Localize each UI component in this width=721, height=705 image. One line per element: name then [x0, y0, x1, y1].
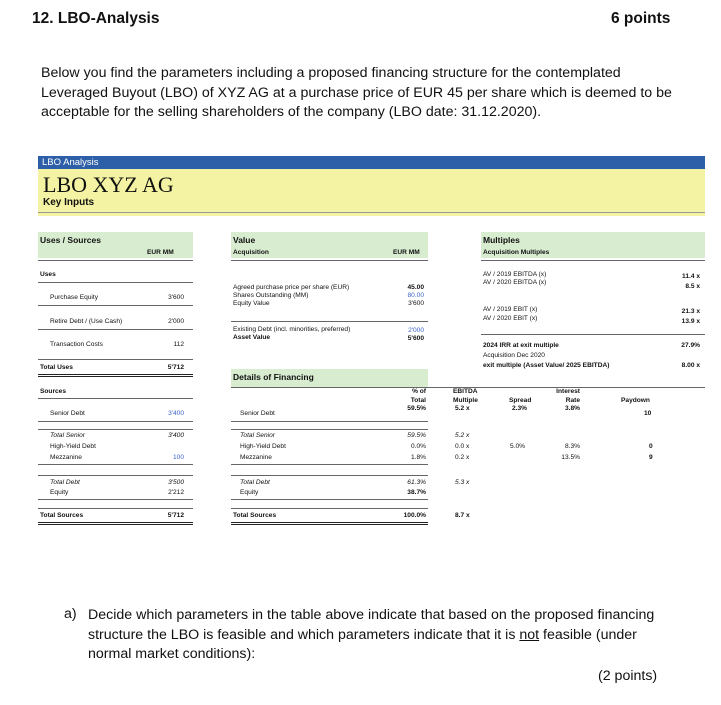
multiple-label-0: AV / 2019 EBITDA (x)	[483, 271, 547, 278]
col-pct-line2: Total	[410, 397, 426, 404]
key-inputs-label: Key Inputs	[43, 197, 95, 208]
exit-multiple-value: 8.00 x	[681, 362, 700, 369]
senior-pct: 59.5%	[407, 405, 426, 412]
acquisition-date: Acquisition Dec 2020	[483, 352, 545, 359]
divider	[38, 524, 193, 525]
total-uses-value: 5'712	[167, 364, 184, 371]
exercise-title: 12. LBO-Analysis	[32, 10, 160, 27]
equity-label: Equity	[50, 489, 69, 496]
retire-debt-value: 2'000	[168, 318, 184, 325]
fin-equity-pct: 38.7%	[407, 489, 426, 496]
senior-debt-value: 3'400	[168, 410, 184, 417]
col-spread: Spread	[509, 397, 532, 404]
divider	[38, 212, 705, 213]
financing-header: Details of Financing	[233, 372, 314, 382]
uses-sources-header: Uses / Sources	[40, 235, 101, 245]
retire-debt-label: Retire Debt / (Use Cash)	[50, 318, 123, 325]
value-header: Value	[233, 235, 256, 245]
divider	[38, 464, 193, 465]
total-uses-label: Total Uses	[40, 364, 73, 371]
total-senior-value: 3'400	[168, 432, 184, 439]
multiples-subheader: Acquisition Multiples	[483, 249, 550, 256]
fin-total-debt-mult: 5.3 x	[455, 479, 470, 486]
multiple-value-1: 8.5 x	[685, 283, 700, 290]
divider	[231, 321, 428, 322]
divider	[38, 305, 193, 306]
divider	[38, 282, 193, 283]
lbo-analysis-bar: LBO Analysis	[38, 156, 705, 169]
asset-value-label: Asset Value	[233, 334, 271, 341]
divider	[231, 429, 428, 430]
senior-paydown: 10	[644, 410, 652, 417]
value-subheader: Acquisition	[233, 249, 269, 256]
col-ebitda-line2: Multiple	[453, 397, 478, 404]
shares-outstanding-label: Shares Outstanding (MM)	[233, 292, 309, 299]
multiple-label-1: AV / 2020 EBITDA (x)	[483, 279, 547, 286]
total-debt-label: Total Debt	[50, 479, 80, 486]
question-text	[88, 606, 668, 665]
divider	[231, 508, 428, 509]
divider	[38, 398, 193, 399]
mezzanine-label: Mezzanine	[50, 454, 82, 461]
price-per-share-label: Agreed purchase price per share (EUR)	[233, 284, 350, 291]
equity-value-value: 3'600	[408, 300, 424, 307]
divider	[231, 522, 428, 523]
col-rate-line1: Interest	[556, 388, 580, 395]
existing-debt-label: Existing Debt (incl. minorities, preferred)	[233, 326, 351, 333]
equity-value: 2'212	[168, 489, 184, 496]
multiple-value-3: 13.9 x	[681, 318, 700, 325]
divider	[38, 376, 193, 377]
transaction-costs-value: 112	[173, 341, 184, 348]
shares-outstanding-value: 80.00	[407, 292, 424, 299]
total-senior-label: Total Senior	[50, 432, 85, 439]
fin-senior-label: Senior Debt	[240, 410, 275, 417]
multiple-value-2: 21.3 x	[681, 308, 700, 315]
divider	[38, 329, 193, 330]
fin-mezzanine-label: Mezzanine	[240, 454, 272, 461]
divider	[481, 334, 705, 335]
divider	[231, 464, 428, 465]
high-yield-label: High-Yield Debt	[50, 443, 96, 450]
divider	[38, 260, 193, 261]
asset-value-value: 5'600	[407, 335, 424, 342]
divider	[231, 524, 428, 525]
senior-rate: 3.8%	[564, 405, 580, 412]
col-rate-line2: Rate	[565, 397, 580, 404]
multiples-header: Multiples	[483, 235, 520, 245]
fin-mezzanine-pct: 1.8%	[410, 454, 426, 461]
divider	[38, 429, 193, 430]
fin-mezzanine-paydown: 9	[649, 454, 653, 461]
purchase-equity-label: Purchase Equity	[50, 294, 99, 301]
divider	[38, 359, 193, 360]
purchase-equity-value: 3'600	[168, 294, 184, 301]
fin-total-senior-pct: 59.5%	[407, 432, 426, 439]
question-text-before: Decide which parameters in the table above indicate that based on the proposed financing structure the LBO is feasible and which parameters indicate that it is	[88, 607, 655, 643]
fin-total-senior-label: Total Senior	[240, 432, 275, 439]
divider	[231, 499, 428, 500]
price-per-share-value: 45.00	[407, 284, 424, 291]
fin-total-sources-pct: 100.0%	[403, 512, 426, 519]
question-points: (2 points)	[598, 668, 658, 684]
fin-total-debt-label: Total Debt	[240, 479, 270, 486]
senior-debt-label: Senior Debt	[50, 410, 85, 417]
sources-label: Sources	[40, 388, 67, 395]
question-marker: a)	[64, 606, 77, 622]
fin-high-yield-rate: 8.3%	[564, 443, 580, 450]
total-debt-value: 3'500	[168, 479, 184, 486]
multiple-label-2: AV / 2019 EBIT (x)	[483, 306, 538, 313]
divider	[481, 260, 705, 261]
equity-value-label: Equity Value	[233, 300, 270, 307]
total-sources-value: 5'712	[167, 512, 184, 519]
fin-high-yield-mult: 0.0 x	[455, 443, 470, 450]
fin-total-debt-pct: 61.3%	[407, 479, 426, 486]
col-pct-line1: % of	[412, 388, 426, 395]
exercise-points: 6 points	[611, 10, 671, 27]
fin-mezzanine-rate: 13.5%	[561, 454, 580, 461]
uses-unit: EUR MM	[147, 249, 174, 256]
divider	[38, 374, 193, 375]
mezzanine-value: 100	[172, 454, 184, 461]
fin-high-yield-paydown: 0	[649, 443, 653, 450]
fin-total-senior-mult: 5.2 x	[455, 432, 470, 439]
multiple-label-3: AV / 2020 EBIT (x)	[483, 315, 538, 322]
divider	[38, 421, 193, 422]
total-sources-label: Total Sources	[40, 512, 84, 519]
transaction-costs-label: Transaction Costs	[50, 341, 103, 348]
col-paydown: Paydown	[621, 397, 650, 404]
fin-high-yield-pct: 0.0%	[410, 443, 426, 450]
irr-label: 2024 IRR at exit multiple	[483, 342, 559, 349]
irr-value: 27.9%	[681, 342, 700, 349]
fin-total-sources-label: Total Sources	[233, 512, 277, 519]
divider	[38, 522, 193, 523]
divider	[38, 475, 193, 476]
multiple-value-0: 11.4 x	[682, 273, 700, 280]
value-unit: EUR MM	[393, 249, 420, 256]
exit-multiple-label: exit multiple (Asset Value/ 2025 EBITDA)	[483, 362, 610, 369]
divider	[231, 260, 428, 261]
senior-mult: 5.2 x	[455, 405, 470, 412]
fin-total-sources-mult: 8.7 x	[455, 512, 470, 519]
fin-equity-label: Equity	[240, 489, 259, 496]
question-text-underlined: not	[519, 626, 540, 643]
senior-spread: 2.3%	[512, 405, 528, 412]
fin-mezzanine-mult: 0.2 x	[455, 454, 470, 461]
divider	[38, 499, 193, 500]
col-ebitda-line1: EBITDA	[453, 388, 478, 395]
fin-high-yield-spread: 5.0%	[510, 443, 526, 450]
existing-debt-value: 2'000	[408, 327, 424, 334]
divider	[38, 508, 193, 509]
lbo-title: LBO XYZ AG	[43, 172, 174, 197]
uses-label: Uses	[40, 271, 56, 278]
fin-high-yield-label: High-Yield Debt	[240, 443, 286, 450]
divider	[231, 475, 428, 476]
question-text-after: feasible (under normal market conditions):	[88, 626, 637, 662]
divider	[231, 421, 428, 422]
intro-paragraph: Below you find the parameters including a proposed financing structure for the contemplated Leveraged Buyout (LBO) of XYZ AG at a purchase price of EUR 45 per share which is deemed to be acceptable for the selling shareholders of the company (LBO date: 31.12.2020).	[41, 65, 672, 120]
